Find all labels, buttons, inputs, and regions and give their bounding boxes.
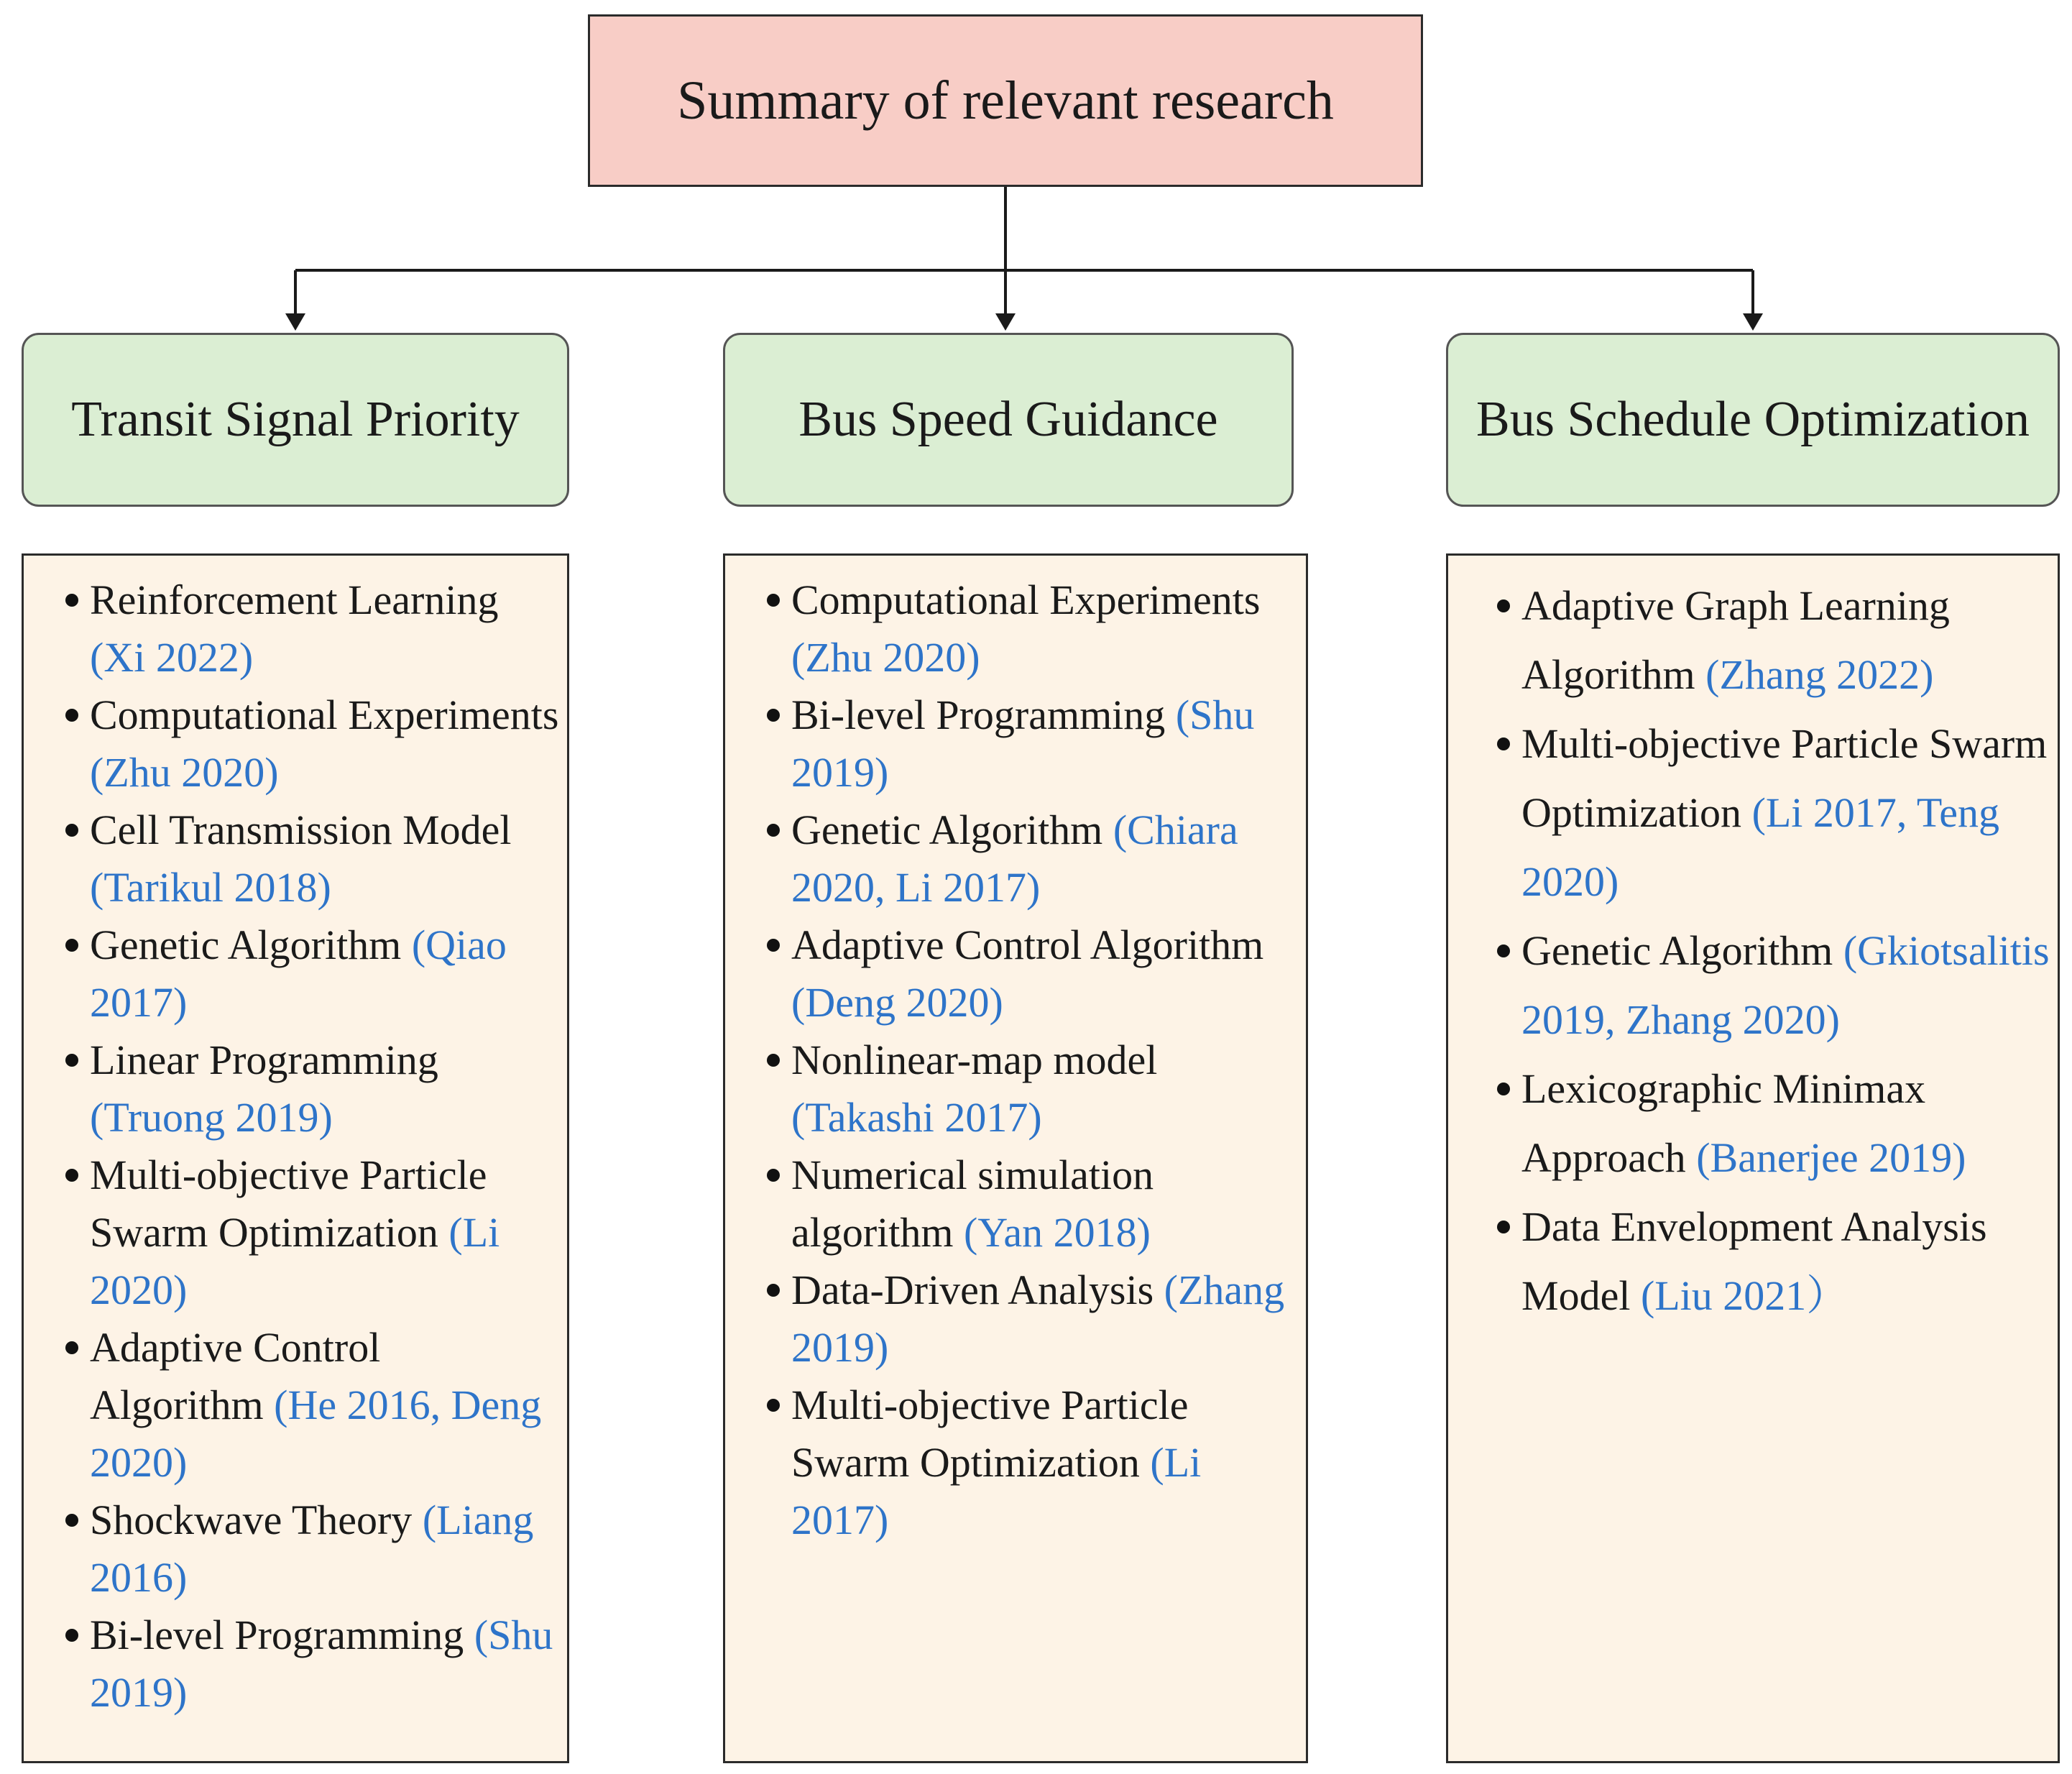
method-list-bus-speed-guidance bbox=[723, 553, 1308, 1763]
category-title: Bus Speed Guidance bbox=[798, 392, 1218, 447]
category-bus-schedule-optimization bbox=[1446, 333, 2060, 507]
method-name: Bi-level Programming bbox=[791, 691, 1166, 738]
method-name: Multi-objective Particle Swarm Optimization bbox=[90, 1152, 487, 1256]
list-item bbox=[1521, 571, 2052, 709]
list-item bbox=[791, 1377, 1299, 1549]
list-item bbox=[791, 571, 1299, 686]
list-item bbox=[791, 1146, 1299, 1261]
citation: (Deng 2020) bbox=[791, 979, 1003, 1026]
root-node-summary bbox=[588, 14, 1423, 187]
citation: (Zhang 2019) bbox=[791, 1267, 1285, 1371]
method-name: Multi-objective Particle Swarm Optimization bbox=[791, 1382, 1189, 1486]
method-name: Genetic Algorithm bbox=[1521, 927, 1833, 974]
method-name: Cell Transmission Model bbox=[90, 806, 512, 853]
citation: (Liang 2016) bbox=[90, 1497, 534, 1601]
category-title: Transit Signal Priority bbox=[71, 392, 520, 447]
method-name: Computational Experiments bbox=[90, 691, 559, 738]
citation: (Chiara 2020, Li 2017) bbox=[791, 806, 1238, 911]
method-name: Genetic Algorithm bbox=[791, 806, 1103, 853]
list-item bbox=[791, 916, 1299, 1031]
method-name: Adaptive Graph Learning Algorithm bbox=[1521, 582, 1950, 698]
method-name: Bi-level Programming bbox=[90, 1612, 464, 1658]
list-item bbox=[90, 1146, 560, 1319]
citation: (Liu 2021） bbox=[1640, 1272, 1848, 1319]
list-item bbox=[90, 1492, 560, 1607]
list-item bbox=[90, 1607, 560, 1722]
method-list bbox=[725, 556, 1306, 1549]
method-name: Nonlinear-map model bbox=[791, 1037, 1158, 1083]
citation: (Gkiotsalitis 2019, Zhang 2020) bbox=[1521, 927, 2050, 1043]
method-list bbox=[24, 556, 567, 1722]
arrowhead-2 bbox=[995, 313, 1016, 331]
method-name: Adaptive Control Algorithm bbox=[90, 1324, 381, 1428]
list-item bbox=[90, 571, 560, 686]
arrowhead-1 bbox=[285, 313, 305, 331]
method-name: Data Envelopment Analysis Model bbox=[1521, 1203, 1987, 1319]
citation: (He 2016, Deng 2020) bbox=[90, 1382, 542, 1486]
method-list-bus-schedule-optimization bbox=[1446, 553, 2060, 1763]
citation: (Li 2017) bbox=[791, 1439, 1202, 1543]
method-name: Shockwave Theory bbox=[90, 1497, 413, 1543]
citation: (Qiao 2017) bbox=[90, 922, 507, 1026]
citation: (Shu 2019) bbox=[791, 691, 1255, 796]
citation: (Shu 2019) bbox=[90, 1612, 553, 1716]
citation: (Tarikul 2018) bbox=[90, 864, 331, 911]
citation: (Li 2017, Teng 2020) bbox=[1521, 789, 1999, 905]
category-title: Bus Schedule Optimization bbox=[1476, 392, 2030, 447]
method-list bbox=[1448, 556, 2058, 1330]
citation: (Li 2020) bbox=[90, 1209, 500, 1313]
method-list-transit-signal-priority bbox=[22, 553, 569, 1763]
list-item bbox=[791, 1261, 1299, 1377]
category-bus-speed-guidance bbox=[723, 333, 1294, 507]
method-name: Linear Programming bbox=[90, 1037, 438, 1083]
method-name: Lexicographic Minimax Approach bbox=[1521, 1065, 1926, 1181]
list-item bbox=[791, 801, 1299, 916]
list-item bbox=[1521, 1192, 2052, 1330]
method-name: Computational Experiments bbox=[791, 576, 1261, 623]
list-item bbox=[791, 1031, 1299, 1146]
citation: (Takashi 2017) bbox=[791, 1094, 1042, 1141]
root-title: Summary of relevant research bbox=[677, 70, 1334, 131]
category-transit-signal-priority bbox=[22, 333, 569, 507]
citation: (Truong 2019) bbox=[90, 1094, 333, 1141]
list-item bbox=[1521, 916, 2052, 1054]
citation: (Banerjee 2019) bbox=[1696, 1134, 1966, 1181]
list-item bbox=[1521, 1054, 2052, 1192]
list-item bbox=[791, 686, 1299, 801]
method-name: Multi-objective Particle Swarm Optimization bbox=[1521, 720, 2048, 836]
citation: (Zhang 2022) bbox=[1705, 651, 1934, 698]
method-name: Numerical simulation algorithm bbox=[791, 1152, 1154, 1256]
citation: (Zhu 2020) bbox=[90, 749, 279, 796]
list-item bbox=[90, 916, 560, 1031]
citation: (Zhu 2020) bbox=[791, 634, 980, 681]
method-name: Reinforcement Learning bbox=[90, 576, 499, 623]
citation: (Xi 2022) bbox=[90, 634, 254, 681]
list-item bbox=[90, 686, 560, 801]
list-item bbox=[90, 801, 560, 916]
citation: (Yan 2018) bbox=[964, 1209, 1151, 1256]
method-name: Data-Driven Analysis bbox=[791, 1267, 1154, 1313]
method-name: Adaptive Control Algorithm bbox=[791, 922, 1264, 968]
list-item bbox=[90, 1031, 560, 1146]
list-item bbox=[90, 1319, 560, 1492]
method-name: Genetic Algorithm bbox=[90, 922, 402, 968]
list-item bbox=[1521, 709, 2052, 916]
arrowhead-3 bbox=[1743, 313, 1763, 331]
